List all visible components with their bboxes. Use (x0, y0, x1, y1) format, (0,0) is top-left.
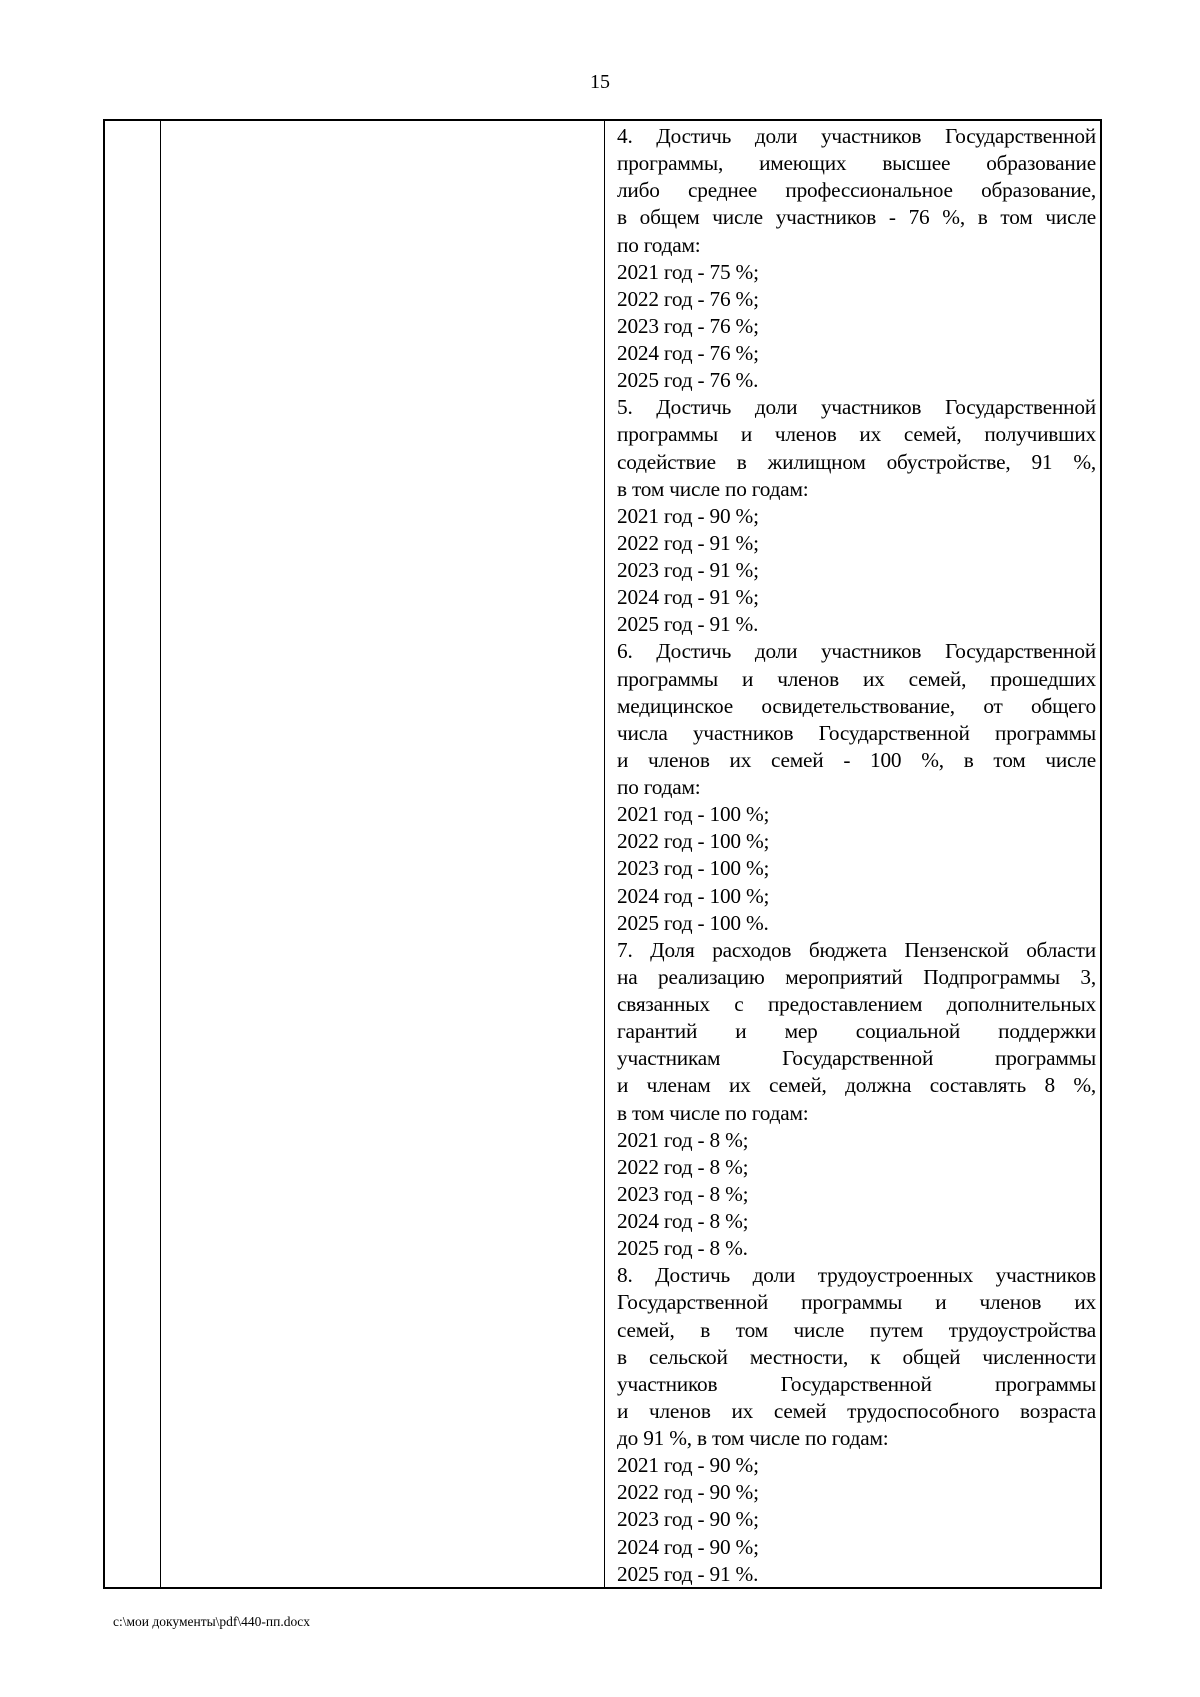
text-line: программы и членов их семей, получивших (617, 422, 1096, 447)
text-line: 2021 год - 100 %; (617, 802, 770, 827)
text-line: 4. Достичь доли участников Государственной (617, 124, 1096, 148)
text-line: 2023 год - 8 %; (617, 1181, 749, 1206)
text-line: участникам Государственной программы (617, 1046, 1096, 1071)
text-line: и членов их семей - 100 %, в том числе (617, 747, 1096, 772)
text-line: 2024 год - 91 %; (617, 585, 759, 610)
text-line: 2022 год - 100 %; (617, 829, 770, 854)
text-line: семей, в том числе путем трудоустройства (617, 1317, 1096, 1342)
text-line: либо среднее профессиональное образование, (617, 178, 1096, 203)
text-line: по годам: (617, 775, 701, 799)
text-line: 2025 год - 76 %. (617, 368, 759, 393)
page-number: 15 (590, 71, 610, 93)
text-line: программы и членов их семей, прошедших (617, 666, 1096, 691)
text-line: в том числе по годам: (617, 476, 809, 501)
text-line: участников Государственной программы (617, 1371, 1096, 1396)
column-divider-2 (604, 121, 605, 1587)
text-line: 2022 год - 91 %; (617, 530, 759, 555)
text-line: программы, имеющих высшее образование (617, 151, 1096, 176)
text-line: 2022 год - 90 %; (617, 1480, 759, 1505)
text-line: 7. Доля расходов бюджета Пензенской области (617, 937, 1096, 962)
document-table (103, 119, 1102, 1589)
text-line: 2021 год - 8 %; (617, 1127, 749, 1152)
text-line: 2023 год - 91 %; (617, 558, 759, 582)
text-line: гарантий и мер социальной поддержки (617, 1019, 1096, 1044)
text-line: 6. Достичь доли участников Государственной (617, 639, 1096, 664)
text-line: по годам: (617, 232, 701, 257)
text-line: Государственной программы и членов их (617, 1290, 1096, 1315)
text-line: 2024 год - 76 %; (617, 341, 759, 365)
footer-file-path: c:\мои документы\pdf\440-пп.docx (113, 1614, 310, 1629)
column-divider-1 (160, 121, 161, 1587)
text-line: на реализацию мероприятий Подпрограммы 3, (617, 964, 1096, 989)
text-line: до 91 %, в том числе по годам: (617, 1426, 889, 1450)
text-line: 2021 год - 90 %; (617, 1453, 759, 1478)
text-line: 8. Достичь доли трудоустроенных участников (617, 1263, 1096, 1288)
text-line: 2022 год - 8 %; (617, 1154, 749, 1179)
text-line: медицинское освидетельствование, от общего (617, 693, 1096, 718)
text-line: и членам их семей, должна составлять 8 %, (617, 1073, 1096, 1098)
text-line: 2022 год - 76 %; (617, 286, 759, 311)
text-line: в общем числе участников - 76 %, в том числе (617, 205, 1096, 230)
text-line: 5. Достичь доли участников Государственной (617, 395, 1096, 420)
text-line: 2023 год - 90 %; (617, 1507, 759, 1532)
text-line: 2025 год - 8 %. (617, 1236, 748, 1261)
text-line: в сельской местности, к общей численности (617, 1344, 1096, 1369)
indicator-text-cell (617, 123, 1096, 1588)
text-line: 2025 год - 100 %. (617, 910, 769, 935)
text-line: 2023 год - 76 %; (617, 313, 759, 338)
text-line: 2025 год - 91 %. (617, 1561, 759, 1586)
text-line: 2024 год - 90 %; (617, 1534, 759, 1559)
text-line: связанных с предоставлением дополнительных (617, 992, 1096, 1016)
text-line: 2023 год - 100 %; (617, 856, 770, 881)
text-line: числа участников Государственной программы (617, 720, 1096, 745)
text-line: 2021 год - 90 %; (617, 503, 759, 528)
text-line: в том числе по годам: (617, 1100, 809, 1125)
text-line: 2024 год - 8 %; (617, 1209, 749, 1233)
text-line: 2025 год - 91 %. (617, 612, 759, 637)
text-line: 2021 год - 75 %; (617, 259, 759, 284)
text-line: содействие в жилищном обустройстве, 91 %, (617, 449, 1096, 474)
text-line: 2024 год - 100 %; (617, 883, 770, 908)
text-line: и членов их семей трудоспособного возраста (617, 1398, 1096, 1423)
